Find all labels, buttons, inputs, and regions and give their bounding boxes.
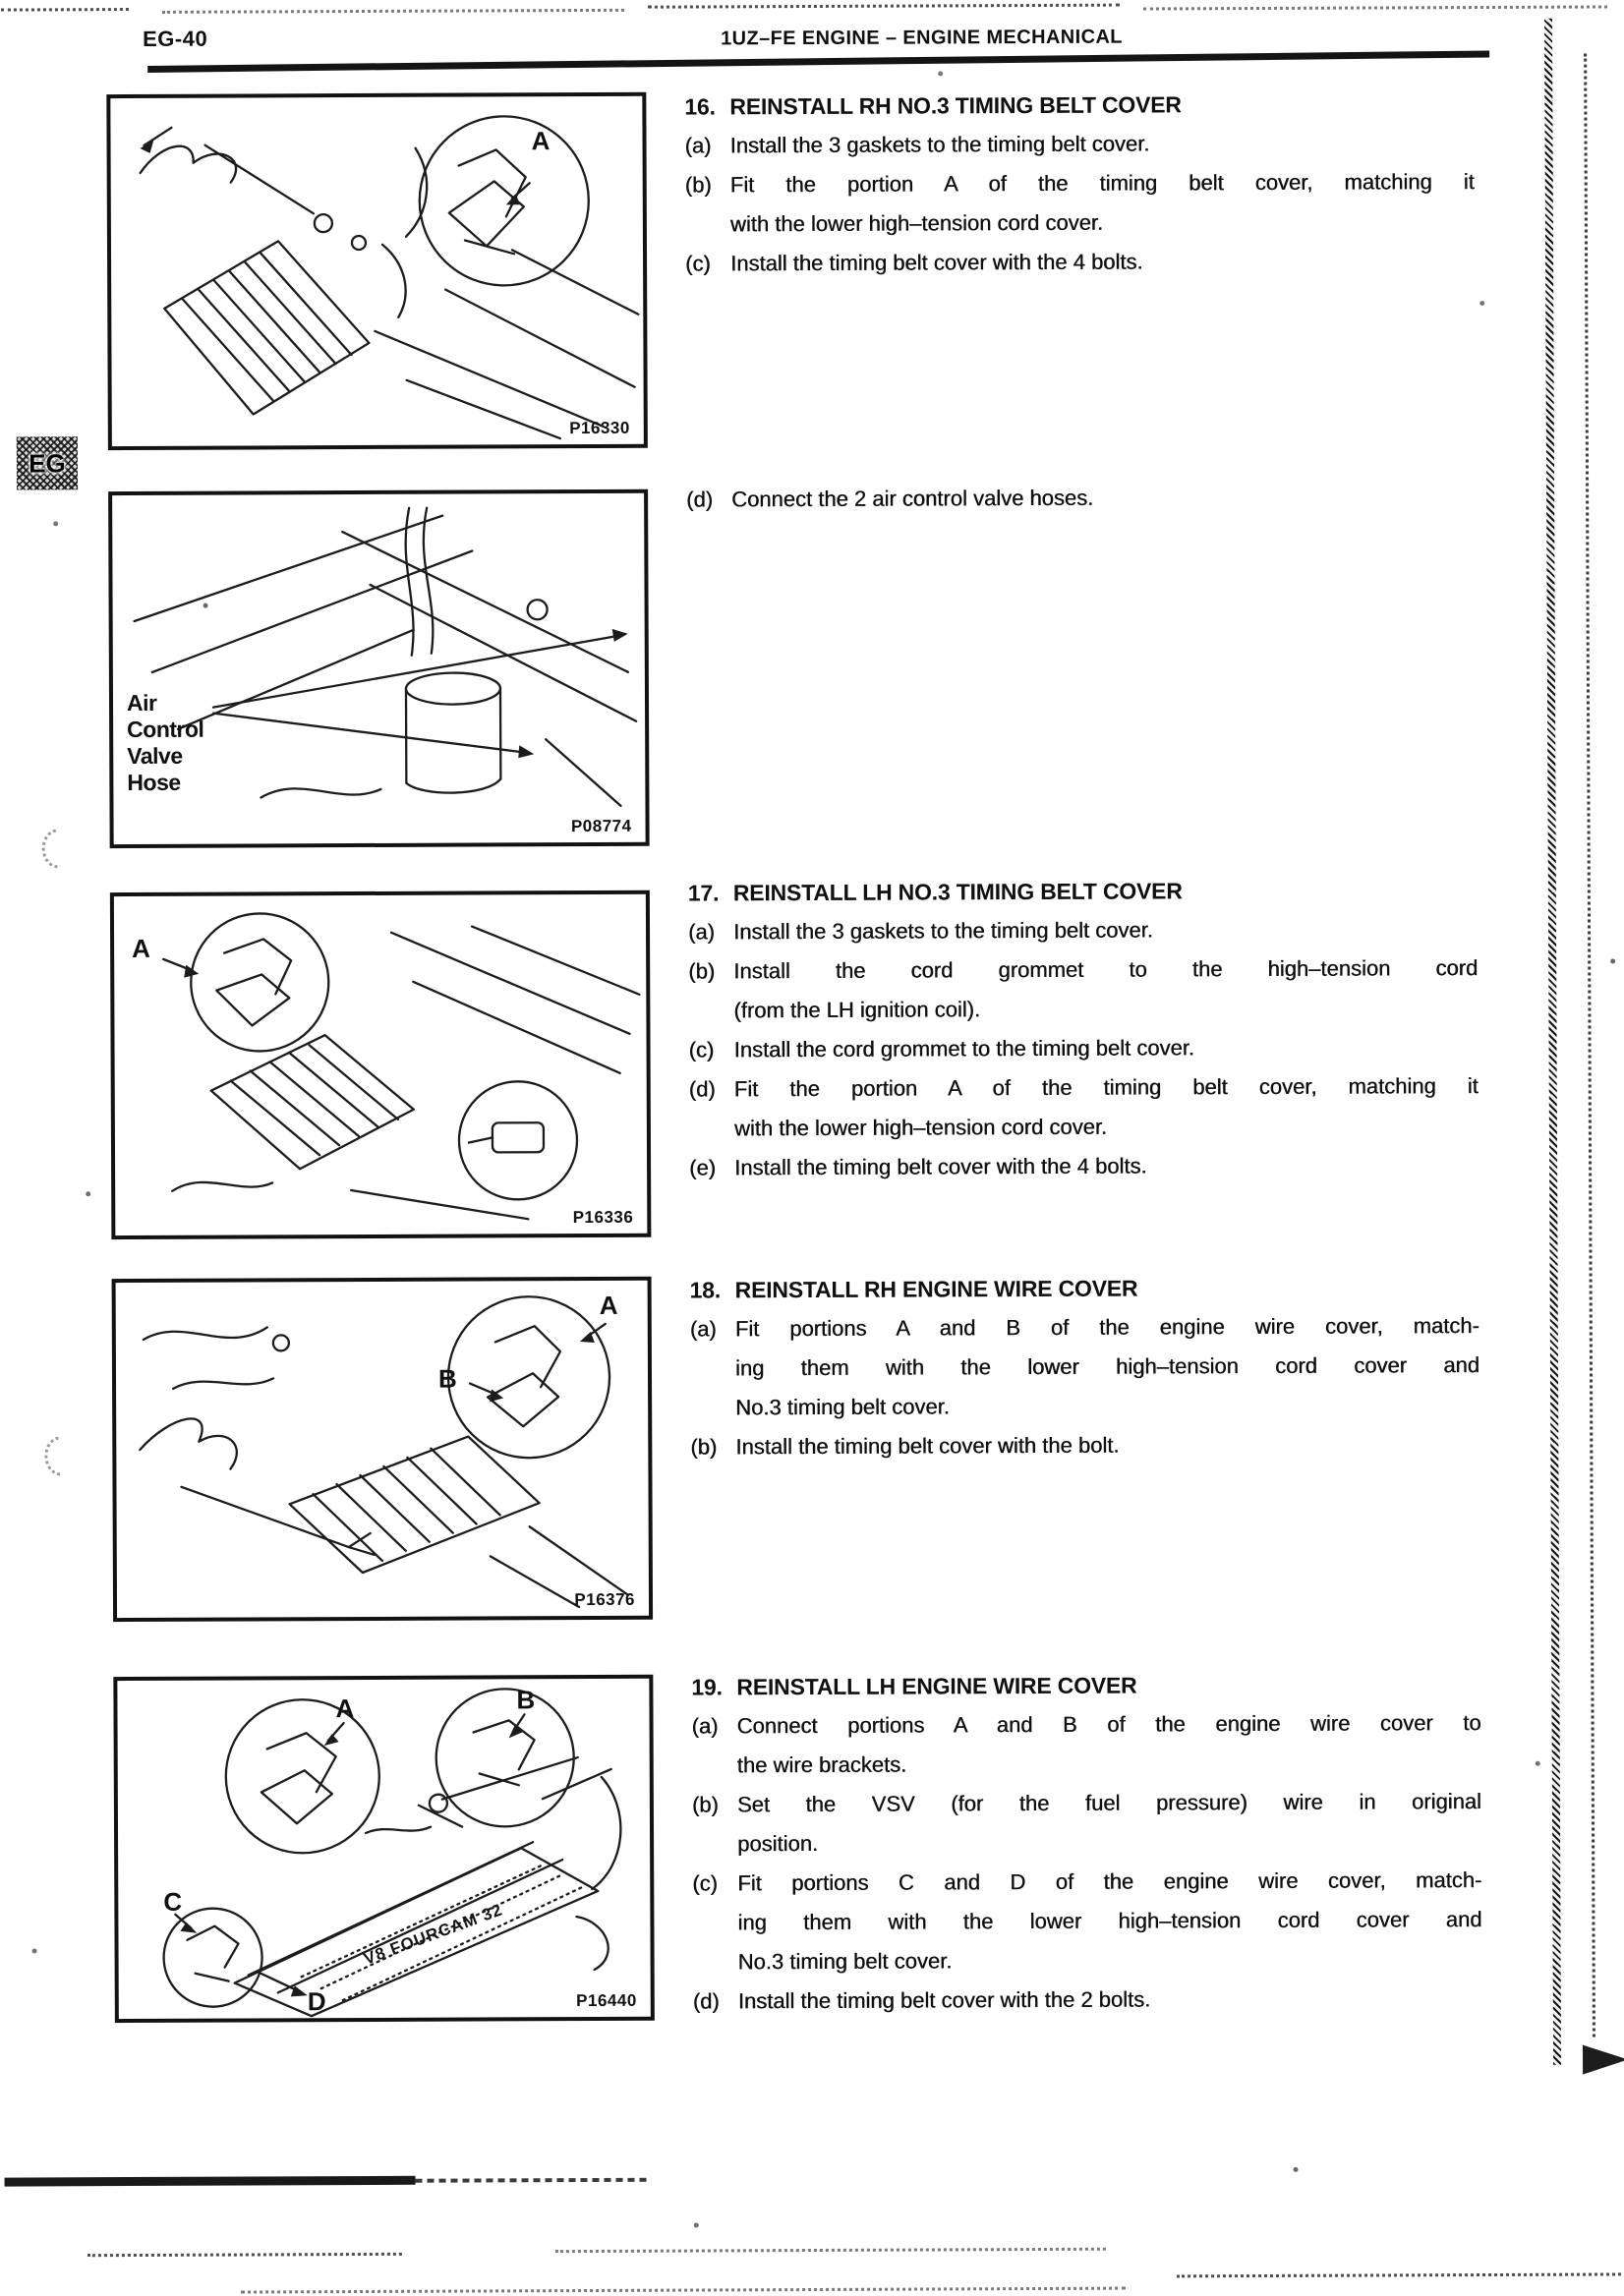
step-line: Connect portions A and B of the engine wire cover to	[736, 1710, 1481, 1739]
figure-label-d: D	[307, 1986, 326, 2017]
section-number: 18.	[689, 1277, 722, 1303]
step-label: (e)	[689, 1155, 717, 1180]
margin-arc-mark	[42, 829, 74, 868]
section-number: 17.	[687, 880, 720, 906]
step-label: (c)	[692, 1870, 718, 1896]
step-line: Install the 3 gaskets to the timing belt cover.	[732, 917, 1153, 945]
step-label: (c)	[685, 251, 711, 276]
scan-noise-line	[555, 2248, 1106, 2253]
step-line: ing them with the lower high–tension cord cover and	[737, 1907, 1482, 1935]
figure-label-c: C	[163, 1886, 183, 1917]
figure-illustration	[114, 894, 648, 1235]
step-line: Install the 3 gaskets to the timing belt cover.	[729, 131, 1150, 158]
callout-air-control-valve-hose	[127, 690, 204, 796]
step-row	[692, 1782, 1481, 1865]
step-label: (a)	[691, 1713, 719, 1739]
step-line: Connect the 2 air control valve hoses.	[731, 485, 1094, 512]
scan-noise-line	[1177, 2272, 1621, 2277]
step-row	[688, 1027, 1478, 1070]
figure-air-control-valve-hoses	[108, 489, 650, 848]
step-line: position.	[737, 1830, 819, 1857]
step-label: (d)	[688, 1076, 716, 1102]
step-label: (a)	[684, 133, 712, 158]
page-title: 1UZ–FE ENGINE – ENGINE MECHANICAL	[721, 26, 1123, 50]
step-line: with the lower high–tension cord cover.	[729, 209, 1104, 237]
figure-label-a: A	[599, 1290, 618, 1320]
step-label: (b)	[688, 958, 716, 984]
callout-line: Valve	[127, 742, 183, 770]
step-line: with the lower high–tension cord cover.	[733, 1114, 1108, 1141]
figure-lh-engine-wire-cover	[113, 1675, 655, 2023]
scan-noise-line	[1, 8, 129, 12]
figure-lh-no3-timing-belt-cover	[110, 890, 652, 1239]
section-number: 19.	[691, 1674, 723, 1700]
step-label: (a)	[687, 919, 715, 945]
step-row	[686, 477, 1476, 520]
figure-rh-no3-timing-belt-cover	[106, 92, 648, 450]
step-row	[689, 1066, 1479, 1149]
step-label: (b)	[684, 172, 712, 198]
step-label: (b)	[690, 1434, 718, 1460]
figure-code: P16330	[569, 418, 630, 438]
figure-label-a: A	[531, 126, 551, 156]
callout-line: Control	[127, 716, 204, 743]
step-line: Install the cord grommet to the high–tension cord	[733, 955, 1479, 984]
figure-rh-engine-wire-cover	[112, 1277, 654, 1622]
step-row	[691, 1703, 1480, 1786]
step-line: No.3 timing belt cover.	[735, 1394, 950, 1420]
corner-arrow-mark	[1583, 2044, 1624, 2074]
section-16-step-d	[686, 477, 1476, 520]
figure-illustration	[116, 1281, 649, 1618]
step-row	[690, 1424, 1479, 1467]
step-row	[685, 162, 1475, 245]
section-18	[690, 1267, 1480, 1467]
step-row	[688, 909, 1478, 952]
step-line: Fit portions A and B of the engine wire cover, match-	[734, 1313, 1479, 1342]
step-line: Install the timing belt cover with the 4 bolts.	[734, 1153, 1147, 1180]
step-line: Install the timing belt cover with the bolt.	[735, 1432, 1120, 1460]
cover-engraving: V8 FOURCAM 32	[361, 1900, 505, 1969]
scan-noise-line	[162, 9, 624, 14]
binding-dotted-strip	[1584, 54, 1595, 2038]
section-title: REINSTALL RH NO.3 TIMING BELT COVER	[729, 91, 1182, 120]
step-line: Set the VSV (for the fuel pressure) wire in original	[736, 1789, 1481, 1817]
step-line: Install the timing belt cover with the 2 bolts.	[737, 1986, 1151, 2014]
step-line: ing them with the lower high–tension cord cover and	[734, 1352, 1480, 1381]
section-heading	[691, 1664, 1480, 1707]
section-17	[688, 870, 1479, 1188]
section-title: REINSTALL RH ENGINE WIRE COVER	[734, 1275, 1138, 1303]
step-line: Install the cord grommet to the timing belt cover.	[733, 1035, 1194, 1062]
step-label: (d)	[692, 1988, 720, 2014]
step-line: Fit portions C and D of the engine wire cover, match-	[737, 1867, 1482, 1896]
section-heading	[688, 870, 1478, 913]
step-line: the wire brackets.	[736, 1751, 907, 1778]
figure-code: P16376	[574, 1589, 636, 1610]
header-rule	[147, 50, 1489, 72]
section-tab-eg	[17, 436, 78, 489]
figure-illustration	[117, 1679, 650, 2019]
step-row	[693, 1979, 1482, 2022]
figure-code: P16440	[576, 1990, 637, 2011]
step-label: (a)	[689, 1316, 717, 1342]
section-16	[684, 84, 1475, 284]
figure-illustration	[110, 96, 644, 446]
scan-noise-line	[648, 4, 1120, 9]
step-row	[684, 123, 1474, 166]
step-line: Fit the portion A of the timing belt cover, matching it	[729, 169, 1475, 198]
binding-hatch-strip	[1544, 19, 1561, 2065]
figure-label-b: B	[516, 1685, 536, 1715]
step-row	[685, 241, 1475, 284]
figure-label-b: B	[437, 1363, 457, 1394]
callout-line: Hose	[127, 769, 181, 796]
page-number: EG-40	[143, 26, 208, 51]
step-row	[689, 1145, 1479, 1188]
bottom-ink-bar	[5, 2176, 416, 2187]
scan-noise-line	[241, 2287, 1126, 2294]
section-tab-label: EG	[29, 447, 66, 478]
figure-label-a: A	[335, 1693, 355, 1724]
step-row	[690, 1306, 1480, 1428]
figure-code: P16336	[572, 1207, 634, 1228]
step-label: (d)	[686, 487, 714, 512]
scan-noise-line	[87, 2253, 402, 2257]
section-19	[691, 1664, 1482, 2022]
section-title: REINSTALL LH ENGINE WIRE COVER	[736, 1672, 1137, 1700]
figure-code: P08774	[570, 816, 632, 836]
section-number: 16.	[684, 93, 716, 120]
figure-label-a: A	[132, 933, 150, 964]
step-line: Fit the portion A of the timing belt cover, matching it	[733, 1073, 1479, 1102]
section-heading	[684, 84, 1474, 127]
margin-arc-mark	[44, 1436, 76, 1475]
step-row	[688, 948, 1478, 1031]
step-row	[692, 1861, 1482, 1982]
bottom-ink-bar-fade	[416, 2178, 652, 2183]
step-line: Install the timing belt cover with the 4 bolts.	[730, 249, 1143, 276]
step-line: (from the LH ignition coil).	[733, 997, 981, 1023]
scan-noise-line	[1143, 5, 1607, 10]
step-label: (b)	[691, 1792, 719, 1817]
section-title: REINSTALL LH NO.3 TIMING BELT COVER	[732, 878, 1183, 906]
section-heading	[690, 1267, 1479, 1310]
step-line: No.3 timing belt cover.	[737, 1948, 953, 1975]
step-label: (c)	[688, 1037, 715, 1062]
callout-line: Air	[126, 689, 157, 717]
